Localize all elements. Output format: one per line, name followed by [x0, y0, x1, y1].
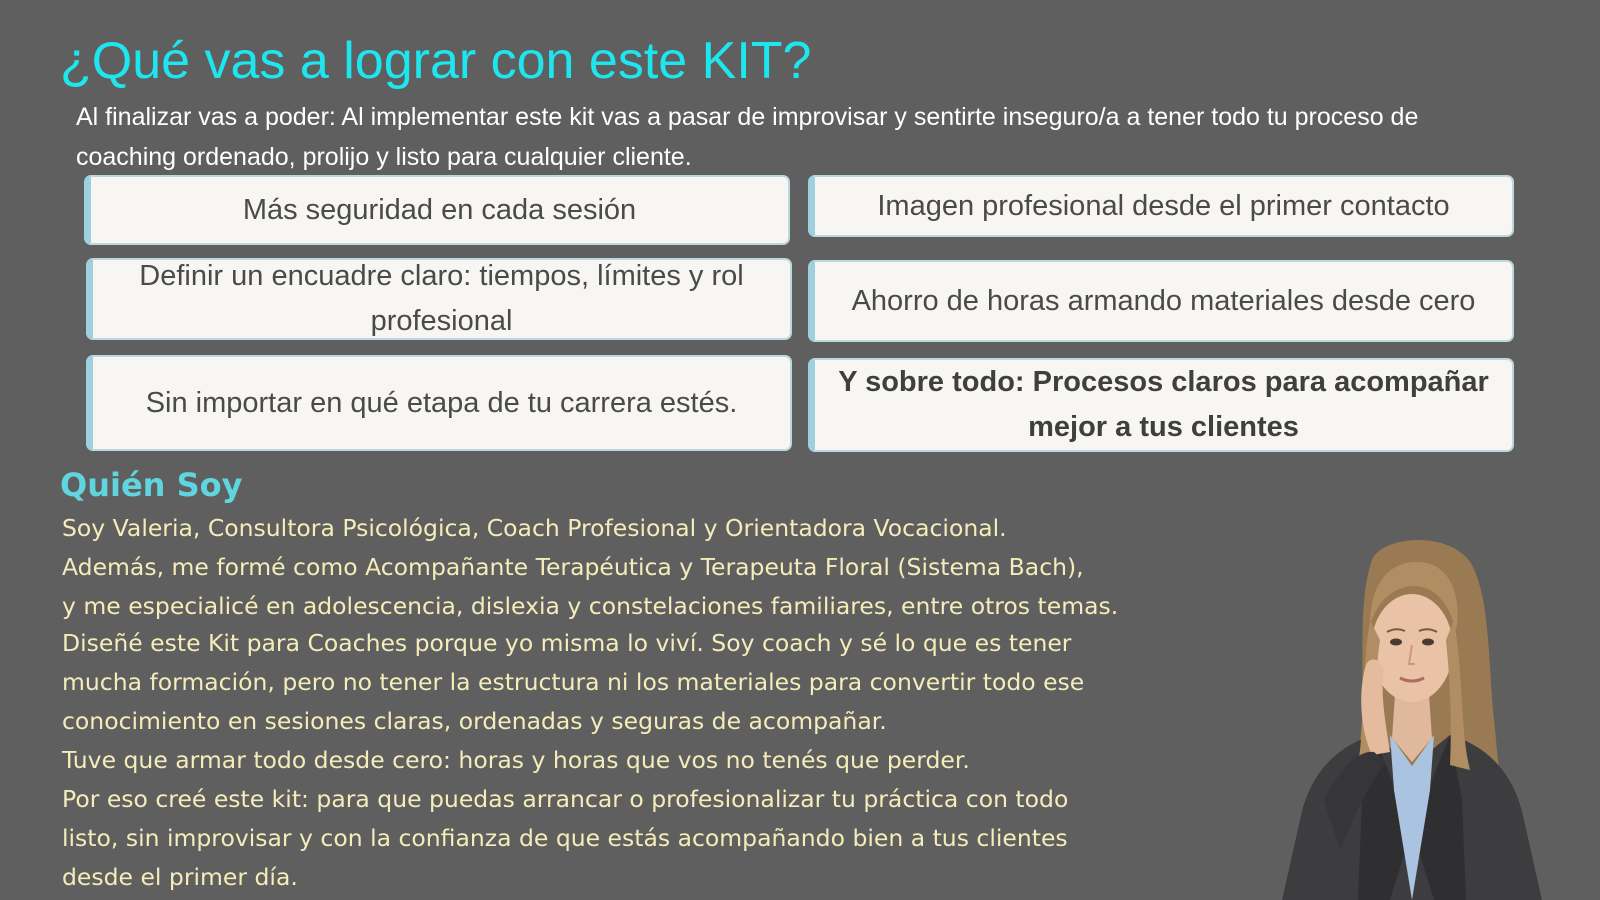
about-line: listo, sin improvisar y con la confianza de que estás acompañando bien a tus clientes [62, 824, 1068, 852]
portrait-photo [1262, 530, 1562, 900]
about-line: conocimiento en sesiones claras, ordenadas y seguras de acompañar. [62, 707, 887, 735]
about-line: desde el primer día. [62, 863, 298, 891]
intro-text: Al finalizar vas a poder: Al implementar este kit vas a pasar de improvisar y sentirte inseguro/a a tener todo tu proceso de coaching ordenado, prolijo y listo para cualquier cliente. [76, 103, 1419, 171]
page-title: ¿Qué vas a lograr con este KIT? [60, 32, 812, 90]
about-title: Quién Soy [60, 466, 243, 504]
benefit-card-security: Más seguridad en cada sesión [84, 175, 790, 245]
benefit-card-professional-image: Imagen profesional desde el primer contacto [808, 175, 1514, 237]
benefit-card-any-stage: Sin importar en qué etapa de tu carrera estés. [86, 355, 792, 451]
about-line: y me especialicé en adolescencia, dislexia y constelaciones familiares, entre otros temas. [62, 592, 1119, 620]
about-line: Por eso creé este kit: para que puedas arrancar o profesionalizar tu práctica con todo [62, 785, 1069, 813]
about-line: mucha formación, pero no tener la estructura ni los materiales para convertir todo ese [62, 668, 1085, 696]
about-line: Tuve que armar todo desde cero: horas y horas que vos no tenés que perder. [62, 746, 970, 774]
about-line: Diseñé este Kit para Coaches porque yo misma lo viví. Soy coach y sé lo que es tener [62, 629, 1072, 657]
benefit-card-time-saving: Ahorro de horas armando materiales desde cero [808, 260, 1514, 342]
about-line: Soy Valeria, Consultora Psicológica, Coach Profesional y Orientadora Vocacional. [62, 514, 1007, 542]
benefit-card-framing: Definir un encuadre claro: tiempos, límites y rol profesional [86, 258, 792, 340]
about-line: Además, me formé como Acompañante Terapéutica y Terapeuta Floral (Sistema Bach), [62, 553, 1084, 581]
benefit-card-clear-processes: Y sobre todo: Procesos claros para acompañar mejor a tus clientes [808, 358, 1514, 452]
